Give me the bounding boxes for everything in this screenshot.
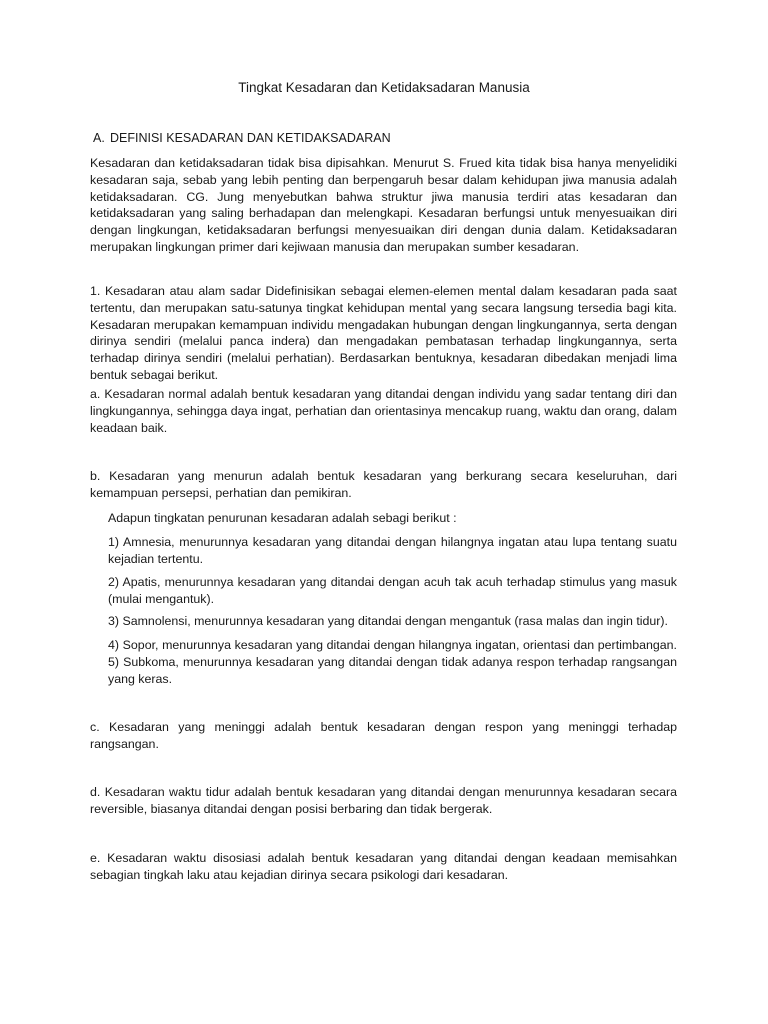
levels-intro-paragraph: Adapun tingkatan penurunan kesadaran adalah sebagi berikut :	[108, 511, 457, 525]
level-1-paragraph: 1) Amnesia, menurunnya kesadaran yang ditandai dengan hilangnya ingatan atau lupa tentang suatu kejadian tertentu.	[108, 535, 677, 566]
point-a-paragraph: a. Kesadaran normal adalah bentuk kesadaran yang ditandai dengan individu yang sadar tentang diri dan lingkungannya, sehingga daya ingat, perhatian dan orientasinya mencakup ruang, waktu dan orang, dalam keadaan baik.	[90, 387, 677, 435]
level-4-paragraph: 4) Sopor, menurunnya kesadaran yang ditandai dengan hilangnya ingatan, orientasi dan pertimbangan. 5) Subkoma, menurunnya kesadaran yang ditandai dengan tidak adanya respon terhadap rangsangan yang keras.	[108, 638, 677, 686]
intro-paragraph: Kesadaran dan ketidaksadaran tidak bisa dipisahkan. Menurut S. Frued kita tidak bisa hanya menyelidiki kesadaran saja, sebab yang lebih penting dan berpengaruh besar dalam kehidupan jiwa manusia adalah ketidaksadaran. CG. Jung menyebutkan bahwa struktur jiwa manusia terdiri atas kesadaran dan ketidaksadaran yang saling berhadapan dan melengkapi. Kesadaran berfungsi untuk menyesuaikan diri dengan lingkungan, ketidaksadaran berfungsi menyesuaikan diri dengan dunia dalam. Ketidaksadaran merupakan lingkungan primer dari kejiwaan manusia dan merupakan sumber kesadaran.	[90, 156, 677, 254]
point-c-paragraph: c. Kesadaran yang meninggi adalah bentuk kesadaran dengan respon yang meninggi terhadap rangsangan.	[90, 720, 677, 751]
section-a-text: DEFINISI KESADARAN DAN KETIDAKSADARAN	[110, 131, 391, 145]
level-3-paragraph: 3) Samnolensi, menurunnya kesadaran yang ditandai dengan mengantuk (rasa malas dan ingin tidur).	[108, 614, 668, 628]
point-b-paragraph: b. Kesadaran yang menurun adalah bentuk kesadaran yang berkurang secara keseluruhan, dari kemampuan persepsi, perhatian dan pemikiran.	[90, 469, 677, 500]
document-title: Tingkat Kesadaran dan Ketidaksadaran Manusia	[238, 80, 530, 95]
point-e-paragraph: e. Kesadaran waktu disosiasi adalah bentuk kesadaran yang ditandai dengan keadaan memisahkan sebagian tingkah laku atau kejadian dirinya secara psikologi dari kesadaran.	[90, 851, 677, 882]
point-d-paragraph: d. Kesadaran waktu tidur adalah bentuk kesadaran yang ditandai dengan menurunnya kesadaran secara reversible, biasanya ditandai dengan posisi berbaring dan tidak bergerak.	[90, 785, 677, 816]
level-2-paragraph: 2) Apatis, menurunnya kesadaran yang ditandai dengan acuh tak acuh terhadap stimulus yang masuk (mulai mengantuk).	[108, 575, 677, 606]
section-a-heading	[93, 130, 391, 146]
point-1-paragraph: 1. Kesadaran atau alam sadar Didefinisikan sebagai elemen-elemen mental dalam kesadaran pada saat tertentu, dan merupakan satu-satunya tingkat kehidupan mental yang secara langsung tersedia bagi kita. Kesadaran merupakan kemampuan individu mengadakan hubungan dengan lingkungannya, serta dengan dirinya sendiri (melalui panca indera) dan mengadakan pembatasan terhadap lingkungannya, serta terhadap dirinya sendiri (melalui perhatian). Berdasarkan bentuknya, kesadaran dibedakan menjadi lima bentuk sebagai berikut.	[90, 284, 677, 382]
section-a-label: A.	[93, 131, 105, 145]
